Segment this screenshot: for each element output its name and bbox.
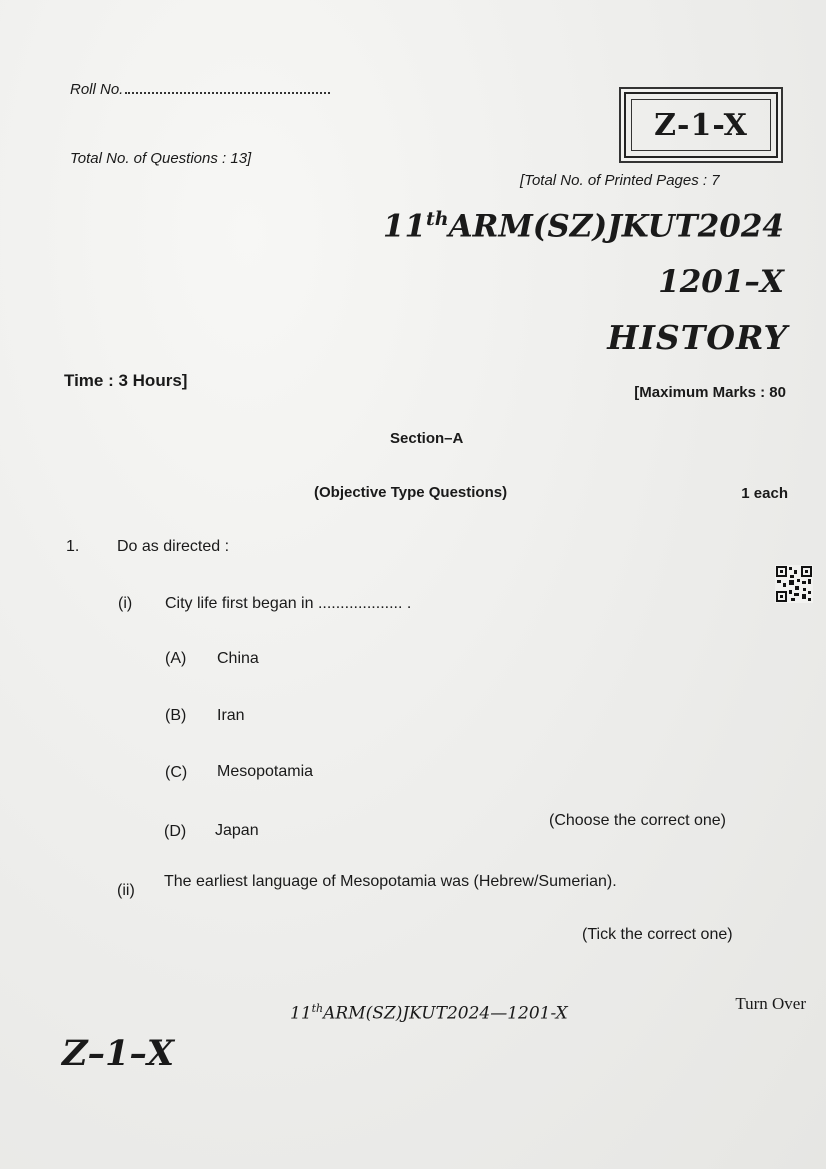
footer-code-sup: th (311, 1002, 324, 1015)
tick-direction: (Tick the correct one) (582, 926, 733, 943)
sub-question-ii-text: The earliest language of Mesopotamia was (Hebrew/Sumerian). (164, 873, 617, 890)
option-d-text: Japan (215, 822, 259, 839)
exam-title-suffix: ARM(SZ)JKUT2024 (448, 208, 784, 245)
footer-paper-code: Z–1–X (62, 1033, 175, 1074)
exam-title (383, 208, 784, 244)
option-a-text: China (217, 650, 259, 667)
question-instruction: Do as directed : (117, 538, 230, 555)
paper-code-box (624, 92, 778, 158)
marks-each: 1 each (741, 485, 788, 502)
exam-title-sup: th (426, 208, 449, 230)
roll-number-blank (125, 80, 330, 94)
sub-question-i-label: (i) (118, 595, 133, 612)
total-pages: [Total No. of Printed Pages : 7 (520, 172, 720, 189)
time-allowed: Time : 3 Hours] (64, 371, 188, 390)
roll-number-label: Roll No. (70, 81, 124, 98)
section-subtitle: (Objective Type Questions) (314, 484, 508, 501)
exam-title-prefix: 11 (382, 208, 427, 245)
option-d-label: (D) (164, 823, 187, 840)
option-a-label: (A) (165, 650, 187, 667)
option-c-label: (C) (165, 764, 188, 781)
footer-code-suffix: ARM(SZ)JKUT2024—1201-X (323, 1003, 568, 1024)
sub-question-i-text: City life first began in ................... . (165, 595, 412, 612)
question-number: 1. (66, 538, 80, 555)
subject-title: HISTORY (607, 318, 788, 357)
total-questions: Total No. of Questions : 13] (70, 150, 252, 167)
turn-over: Turn Over (735, 994, 806, 1013)
option-b-label: (B) (165, 707, 187, 724)
maximum-marks: [Maximum Marks : 80 (634, 384, 786, 401)
footer-code (290, 1002, 568, 1024)
sub-question-ii-label: (ii) (117, 882, 135, 899)
paper-code: Z-1-X (631, 99, 771, 151)
section-heading: Section–A (390, 430, 464, 447)
choose-direction: (Choose the correct one) (549, 812, 726, 829)
roll-number-field (70, 80, 330, 98)
footer-code-prefix: 11 (290, 1003, 312, 1024)
paper-number: 1201–X (658, 264, 784, 300)
option-c-text: Mesopotamia (217, 763, 314, 780)
option-b-text: Iran (217, 707, 245, 724)
qr-code-icon (775, 565, 813, 603)
